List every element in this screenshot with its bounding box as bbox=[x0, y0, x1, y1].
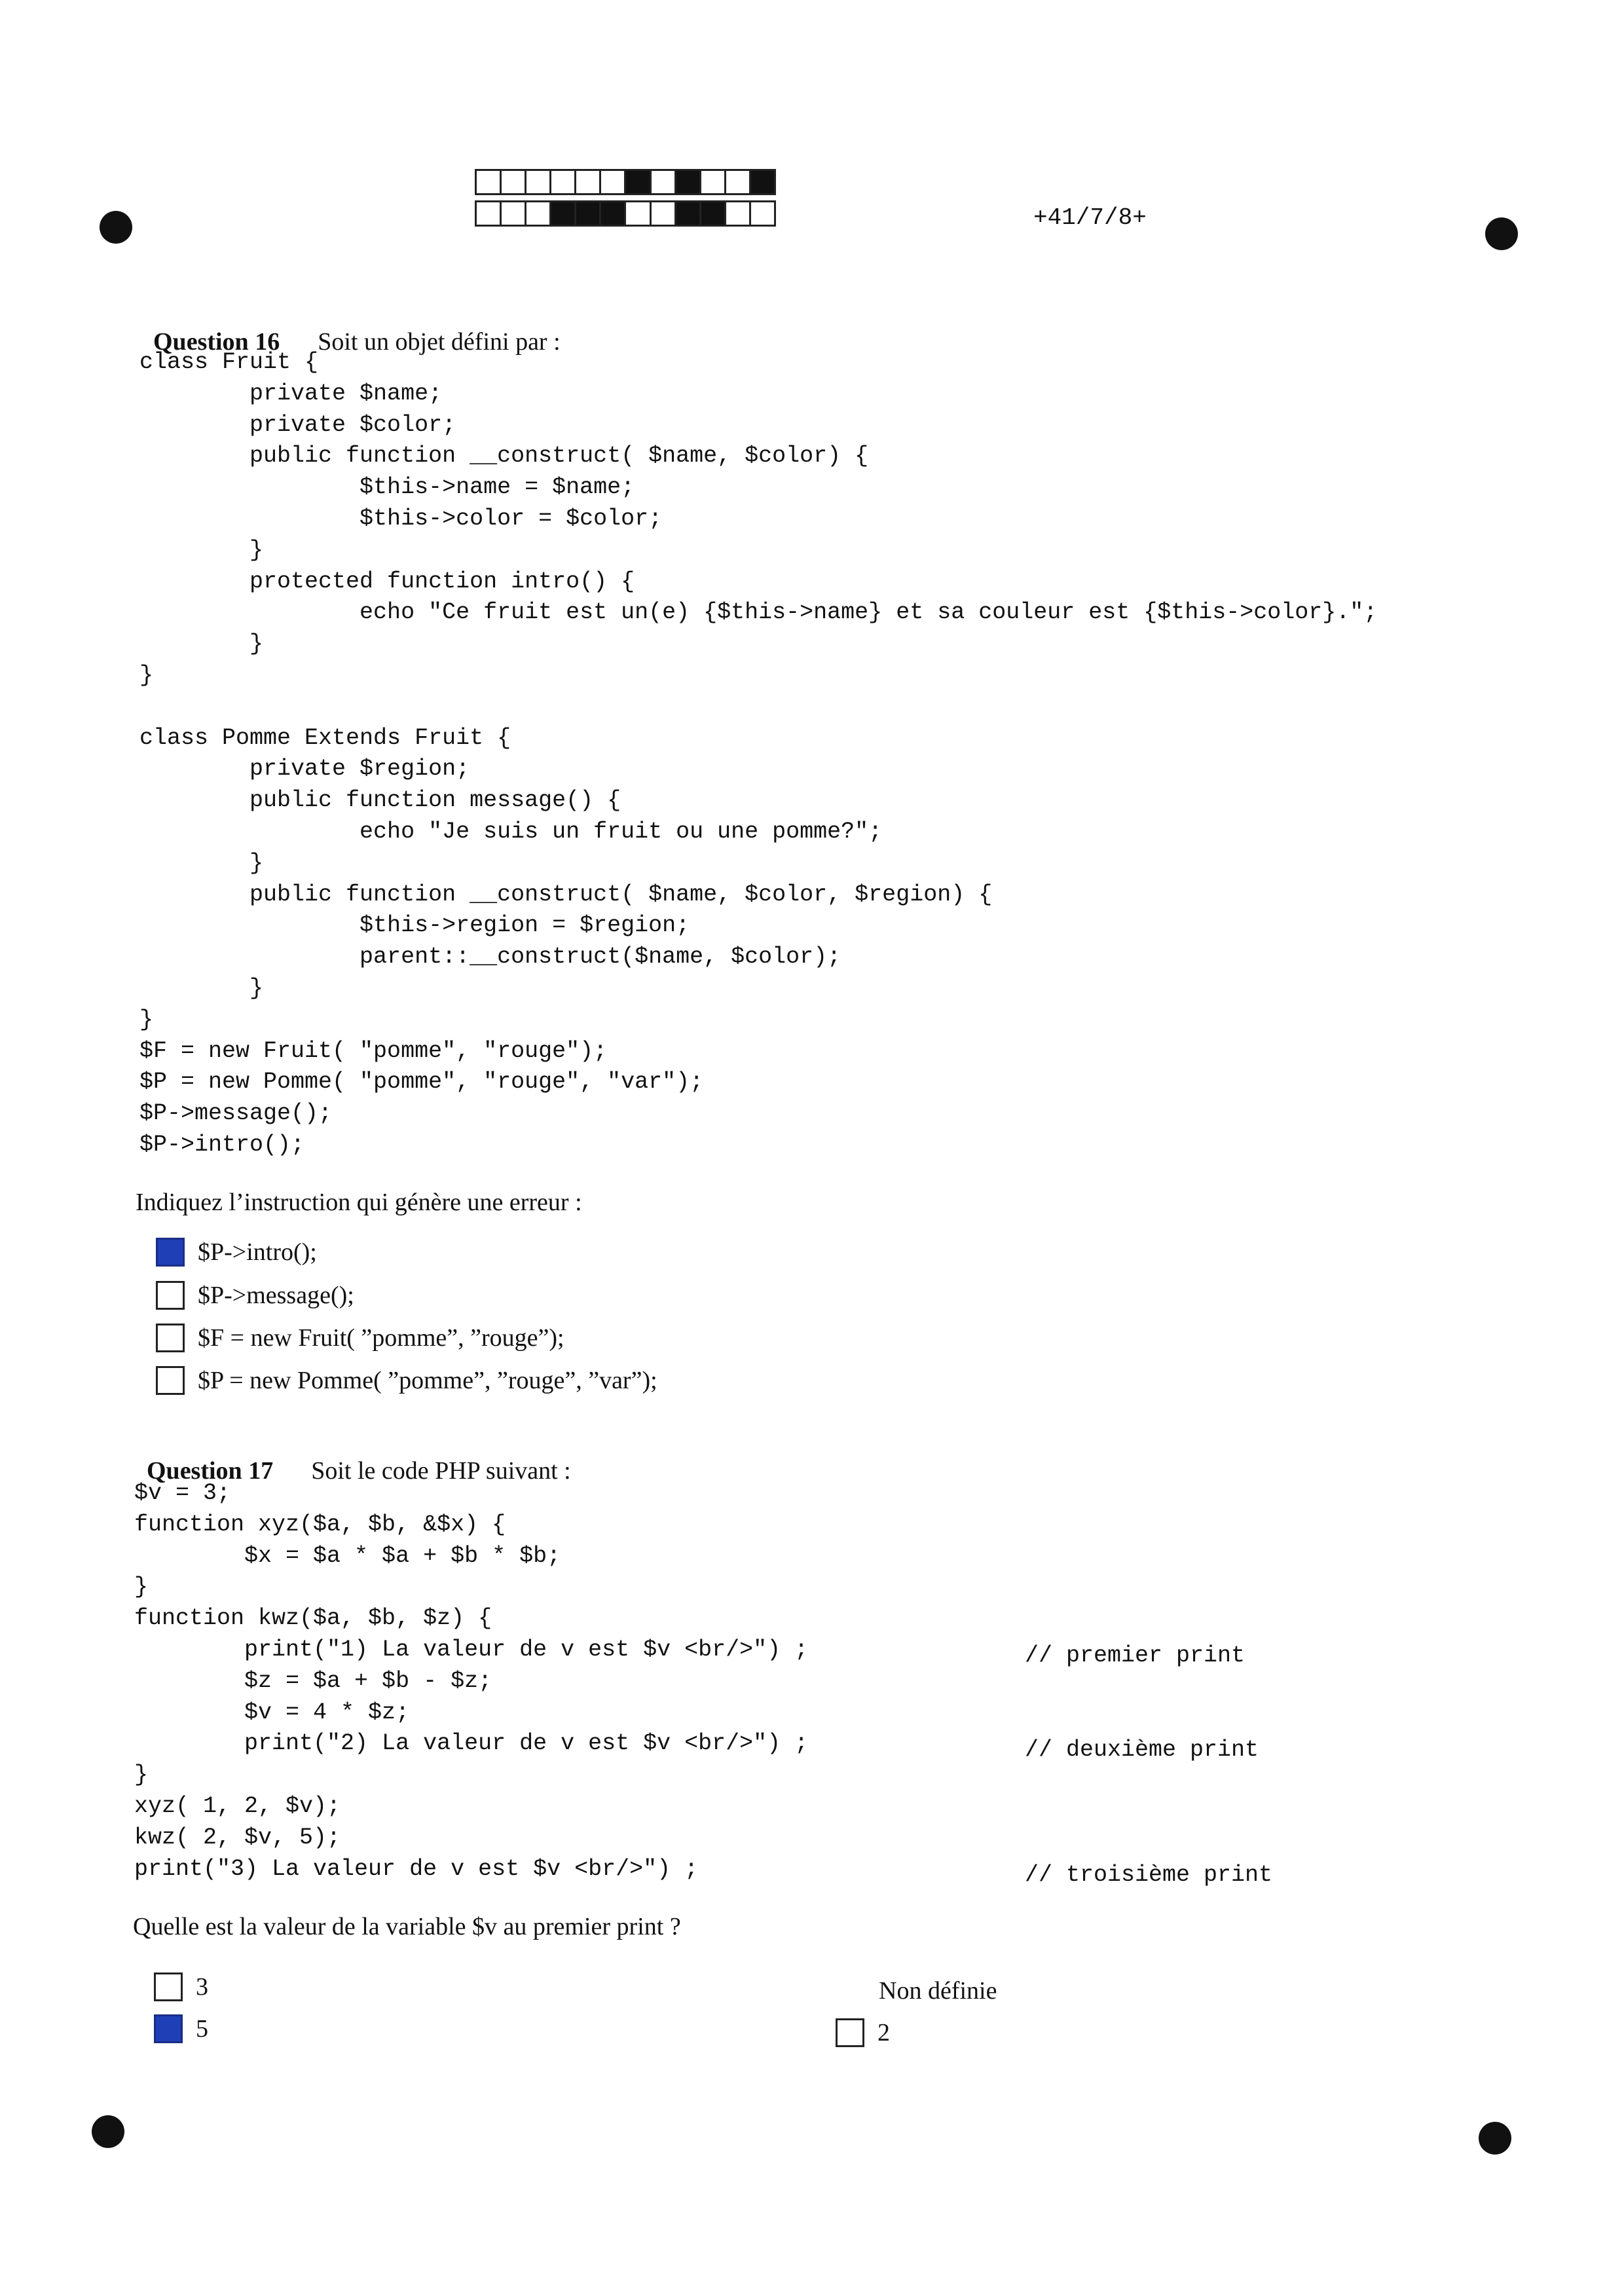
code-line: print("1) La valeur de v est $v <br/>") ; bbox=[134, 1636, 809, 1663]
option-label: $F = new Fruit( ”pomme”, ”rouge”); bbox=[198, 1324, 564, 1352]
code-line: $this->color = $color; bbox=[139, 505, 663, 532]
question-number: Question 17 bbox=[147, 1457, 274, 1485]
code-line: $this->name = $name; bbox=[139, 474, 635, 501]
barcode-cell bbox=[701, 202, 726, 225]
barcode-cell bbox=[626, 202, 651, 225]
question-17-header bbox=[134, 1428, 571, 1485]
registration-mark-top-right bbox=[1485, 217, 1518, 250]
barcode-cell bbox=[652, 171, 676, 193]
code-line: echo "Ce fruit est un(e) {$this->name} et sa couleur est {$this->color}."; bbox=[139, 599, 1378, 626]
code-line: } bbox=[139, 849, 264, 876]
barcode-cell bbox=[601, 171, 626, 193]
barcode-cell bbox=[526, 171, 551, 193]
code-line: private $name; bbox=[139, 380, 443, 407]
barcode-cell bbox=[576, 202, 601, 225]
question-number: Question 16 bbox=[153, 328, 280, 356]
barcode-cell bbox=[626, 171, 651, 193]
option-label: 2 bbox=[877, 2019, 890, 2046]
code-line: public function __construct( $name, $color, $region) { bbox=[139, 881, 993, 908]
q17-option-non-definie[interactable] bbox=[837, 1976, 997, 2005]
code-line: protected function intro() { bbox=[139, 568, 635, 595]
code-line: $P->message(); bbox=[139, 1100, 333, 1127]
code-line: kwz( 2, $v, 5); bbox=[134, 1824, 341, 1851]
question-intro: Soit un objet défini par : bbox=[318, 328, 561, 356]
barcode-cell bbox=[676, 202, 701, 225]
code-line: function kwz($a, $b, $z) { bbox=[134, 1605, 492, 1632]
checkbox[interactable] bbox=[154, 1972, 183, 2001]
question-intro: Soit le code PHP suivant : bbox=[311, 1457, 571, 1485]
comment-premier-print: // premier print bbox=[1025, 1642, 1246, 1669]
barcode-cell bbox=[751, 202, 774, 225]
code-line: function xyz($a, $b, &$x) { bbox=[134, 1511, 506, 1538]
barcode-row-2 bbox=[475, 200, 776, 227]
q16-option-2[interactable] bbox=[156, 1281, 354, 1310]
barcode-cell bbox=[751, 171, 774, 193]
barcode-row-1 bbox=[475, 169, 776, 195]
code-line: $v = 3; bbox=[134, 1480, 231, 1506]
code-line: private $color; bbox=[139, 411, 456, 438]
barcode-cell bbox=[701, 171, 726, 193]
code-line: } bbox=[139, 974, 264, 1001]
comment-deuxieme-print: // deuxième print bbox=[1025, 1737, 1259, 1763]
code-line: $P->intro(); bbox=[139, 1131, 305, 1158]
code-line: $this->region = $region; bbox=[139, 912, 690, 939]
q17-option-5[interactable] bbox=[154, 2014, 208, 2043]
code-line: $v = 4 * $z; bbox=[134, 1699, 410, 1726]
question-16-code bbox=[139, 347, 1377, 1161]
q16-option-4[interactable] bbox=[156, 1366, 657, 1395]
code-line: } bbox=[139, 536, 264, 563]
q17-option-3[interactable] bbox=[154, 1972, 208, 2001]
code-line: } bbox=[139, 1006, 154, 1033]
code-line: $F = new Fruit( "pomme", "rouge"); bbox=[139, 1037, 608, 1064]
code-line: xyz( 1, 2, $v); bbox=[134, 1792, 341, 1819]
code-line: public function message() { bbox=[139, 787, 621, 814]
q16-option-1[interactable] bbox=[156, 1238, 317, 1267]
comment-troisieme-print: // troisième print bbox=[1025, 1862, 1273, 1888]
code-line: parent::__construct($name, $color); bbox=[139, 944, 841, 971]
barcode-cell bbox=[652, 202, 676, 225]
question-16-prompt: Indiquez l’instruction qui génère une erreur : bbox=[136, 1189, 582, 1216]
code-line: private $region; bbox=[139, 756, 470, 783]
barcode-cell bbox=[502, 171, 526, 193]
checkbox[interactable] bbox=[837, 1976, 866, 2005]
option-label: $P = new Pomme( ”pomme”, ”rouge”, ”var”); bbox=[198, 1367, 657, 1394]
option-label: 5 bbox=[196, 2015, 208, 2043]
checkbox[interactable] bbox=[156, 1324, 185, 1352]
code-line: } bbox=[134, 1574, 149, 1601]
barcode-cell bbox=[502, 202, 526, 225]
registration-mark-bottom-right bbox=[1479, 2122, 1511, 2155]
code-line: class Pomme Extends Fruit { bbox=[139, 724, 511, 751]
barcode-cell bbox=[576, 171, 601, 193]
barcode-cell bbox=[551, 202, 576, 225]
checkbox[interactable] bbox=[156, 1281, 185, 1310]
barcode-cell bbox=[526, 202, 551, 225]
q17-option-2[interactable] bbox=[836, 2018, 890, 2047]
code-line: print("2) La valeur de v est $v <br/>") ; bbox=[134, 1730, 809, 1757]
barcode-cell bbox=[726, 171, 751, 193]
checkbox[interactable] bbox=[836, 2018, 864, 2047]
barcode-cell bbox=[676, 171, 701, 193]
barcode-cell bbox=[477, 202, 502, 225]
option-label: Non définie bbox=[879, 1977, 997, 2005]
option-label: 3 bbox=[196, 1973, 208, 2001]
barcode-cell bbox=[601, 202, 626, 225]
question-17-code bbox=[134, 1478, 808, 1885]
barcode-cell bbox=[726, 202, 751, 225]
question-17-prompt: Quelle est la valeur de la variable $v au premier print ? bbox=[133, 1913, 681, 1940]
code-line: $z = $a + $b - $z; bbox=[134, 1667, 492, 1694]
checkbox[interactable] bbox=[156, 1238, 185, 1267]
code-line: print("3) La valeur de v est $v <br/>") ; bbox=[134, 1855, 699, 1882]
registration-mark-top-left bbox=[100, 211, 132, 244]
checkbox[interactable] bbox=[156, 1366, 185, 1395]
option-label: $P->intro(); bbox=[198, 1238, 317, 1266]
code-line: } bbox=[139, 661, 154, 688]
code-line: } bbox=[134, 1762, 149, 1788]
code-line: } bbox=[139, 631, 264, 657]
code-line: public function __construct( $name, $color) { bbox=[139, 443, 869, 470]
barcode-cell bbox=[551, 171, 576, 193]
checkbox[interactable] bbox=[154, 2014, 183, 2043]
code-line: $x = $a * $a + $b * $b; bbox=[134, 1542, 561, 1569]
barcode-cell bbox=[477, 171, 502, 193]
code-line bbox=[139, 692, 1377, 723]
code-line: class Fruit { bbox=[139, 349, 319, 375]
code-line: $P = new Pomme( "pomme", "rouge", "var"); bbox=[139, 1069, 704, 1096]
registration-mark-bottom-left bbox=[92, 2115, 124, 2148]
code-line: echo "Je suis un fruit ou une pomme?"; bbox=[139, 818, 883, 845]
option-label: $P->message(); bbox=[198, 1282, 354, 1309]
page-id: +41/7/8+ bbox=[1033, 204, 1147, 231]
q16-option-3[interactable] bbox=[156, 1324, 564, 1352]
